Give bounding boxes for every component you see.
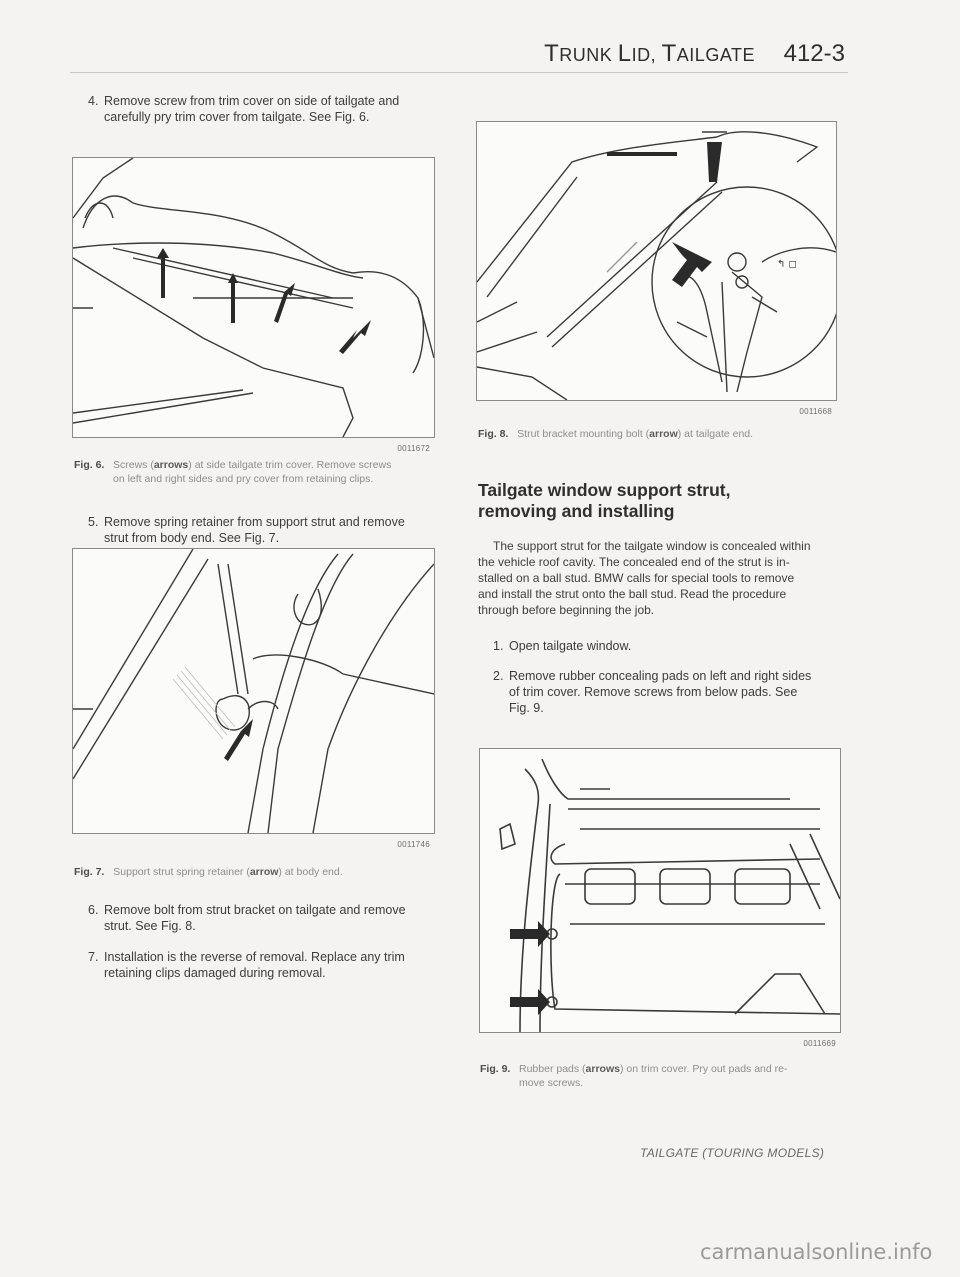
figure-9-caption: Fig. 9. Rubber pads (arrows) on trim cover. Pry out pads and re- move screws. <box>480 1063 788 1089</box>
figure-8-id: 0011668 <box>799 407 832 416</box>
figure-8 <box>476 121 837 416</box>
header-rule <box>70 72 848 73</box>
section-title: Tailgate window support strut, removing and installing <box>478 480 731 521</box>
figure-7 <box>72 548 435 849</box>
step-2: 2. Remove rubber concealing pads on left and right sides of trim cover. Remove screws from below pads. See Fig. 9. <box>493 669 812 715</box>
svg-text:↰ ◻: ↰ ◻ <box>777 259 797 270</box>
figure-8-illustration <box>477 122 836 400</box>
step-7: 7. Installation is the reverse of removal. Replace any trim retaining clips damaged during removal. <box>88 950 405 980</box>
figure-9-id: 0011669 <box>803 1039 836 1048</box>
figure-6-id: 0011672 <box>397 444 430 453</box>
figure-7-illustration <box>73 549 434 833</box>
footer-section-name: TAILGATE (TOURING MODELS) <box>640 1146 825 1160</box>
step-6: 6. Remove bolt from strut bracket on tailgate and remove strut. See Fig. 8. <box>88 903 406 933</box>
page-number: 412-3 <box>783 40 845 67</box>
step-5: 5. Remove spring retainer from support strut and remove strut from body end. See Fig. 7. <box>88 515 405 545</box>
step-4: 4. Remove screw from trim cover on side of tailgate and carefully pry trim cover from tailgate. See Fig. 6. <box>88 94 400 124</box>
figure-8-caption: Fig. 8. Strut bracket mounting bolt (arrow) at tailgate end. <box>478 428 754 440</box>
figure-6 <box>72 157 435 453</box>
figure-6-illustration <box>73 158 434 437</box>
intro-paragraph: The support strut for the tailgate window is concealed within the vehicle roof cavity. The concealed end of the strut is in- stalled on a ball stud. BMW calls for special tools to remove and install the strut onto the ball stud. Read the procedure through before beginning the job. <box>478 539 811 617</box>
step-1: 1. Open tailgate window. <box>493 639 632 653</box>
figure-7-caption: Fig. 7. Support strut spring retainer (arrow) at body end. <box>74 866 343 878</box>
figure-9 <box>479 748 841 1048</box>
figure-9-illustration <box>480 749 840 1032</box>
figure-7-id: 0011746 <box>397 840 430 849</box>
watermark-text: carmanualsonline.info <box>700 1240 933 1264</box>
figure-6-caption: Fig. 6. Screws (arrows) at side tailgate trim cover. Remove screws on left and right sides and pry cover from retaining clips. <box>74 459 392 485</box>
header-title: TRUNK LID, TAILGATE <box>544 40 755 67</box>
page-header <box>0 0 960 80</box>
